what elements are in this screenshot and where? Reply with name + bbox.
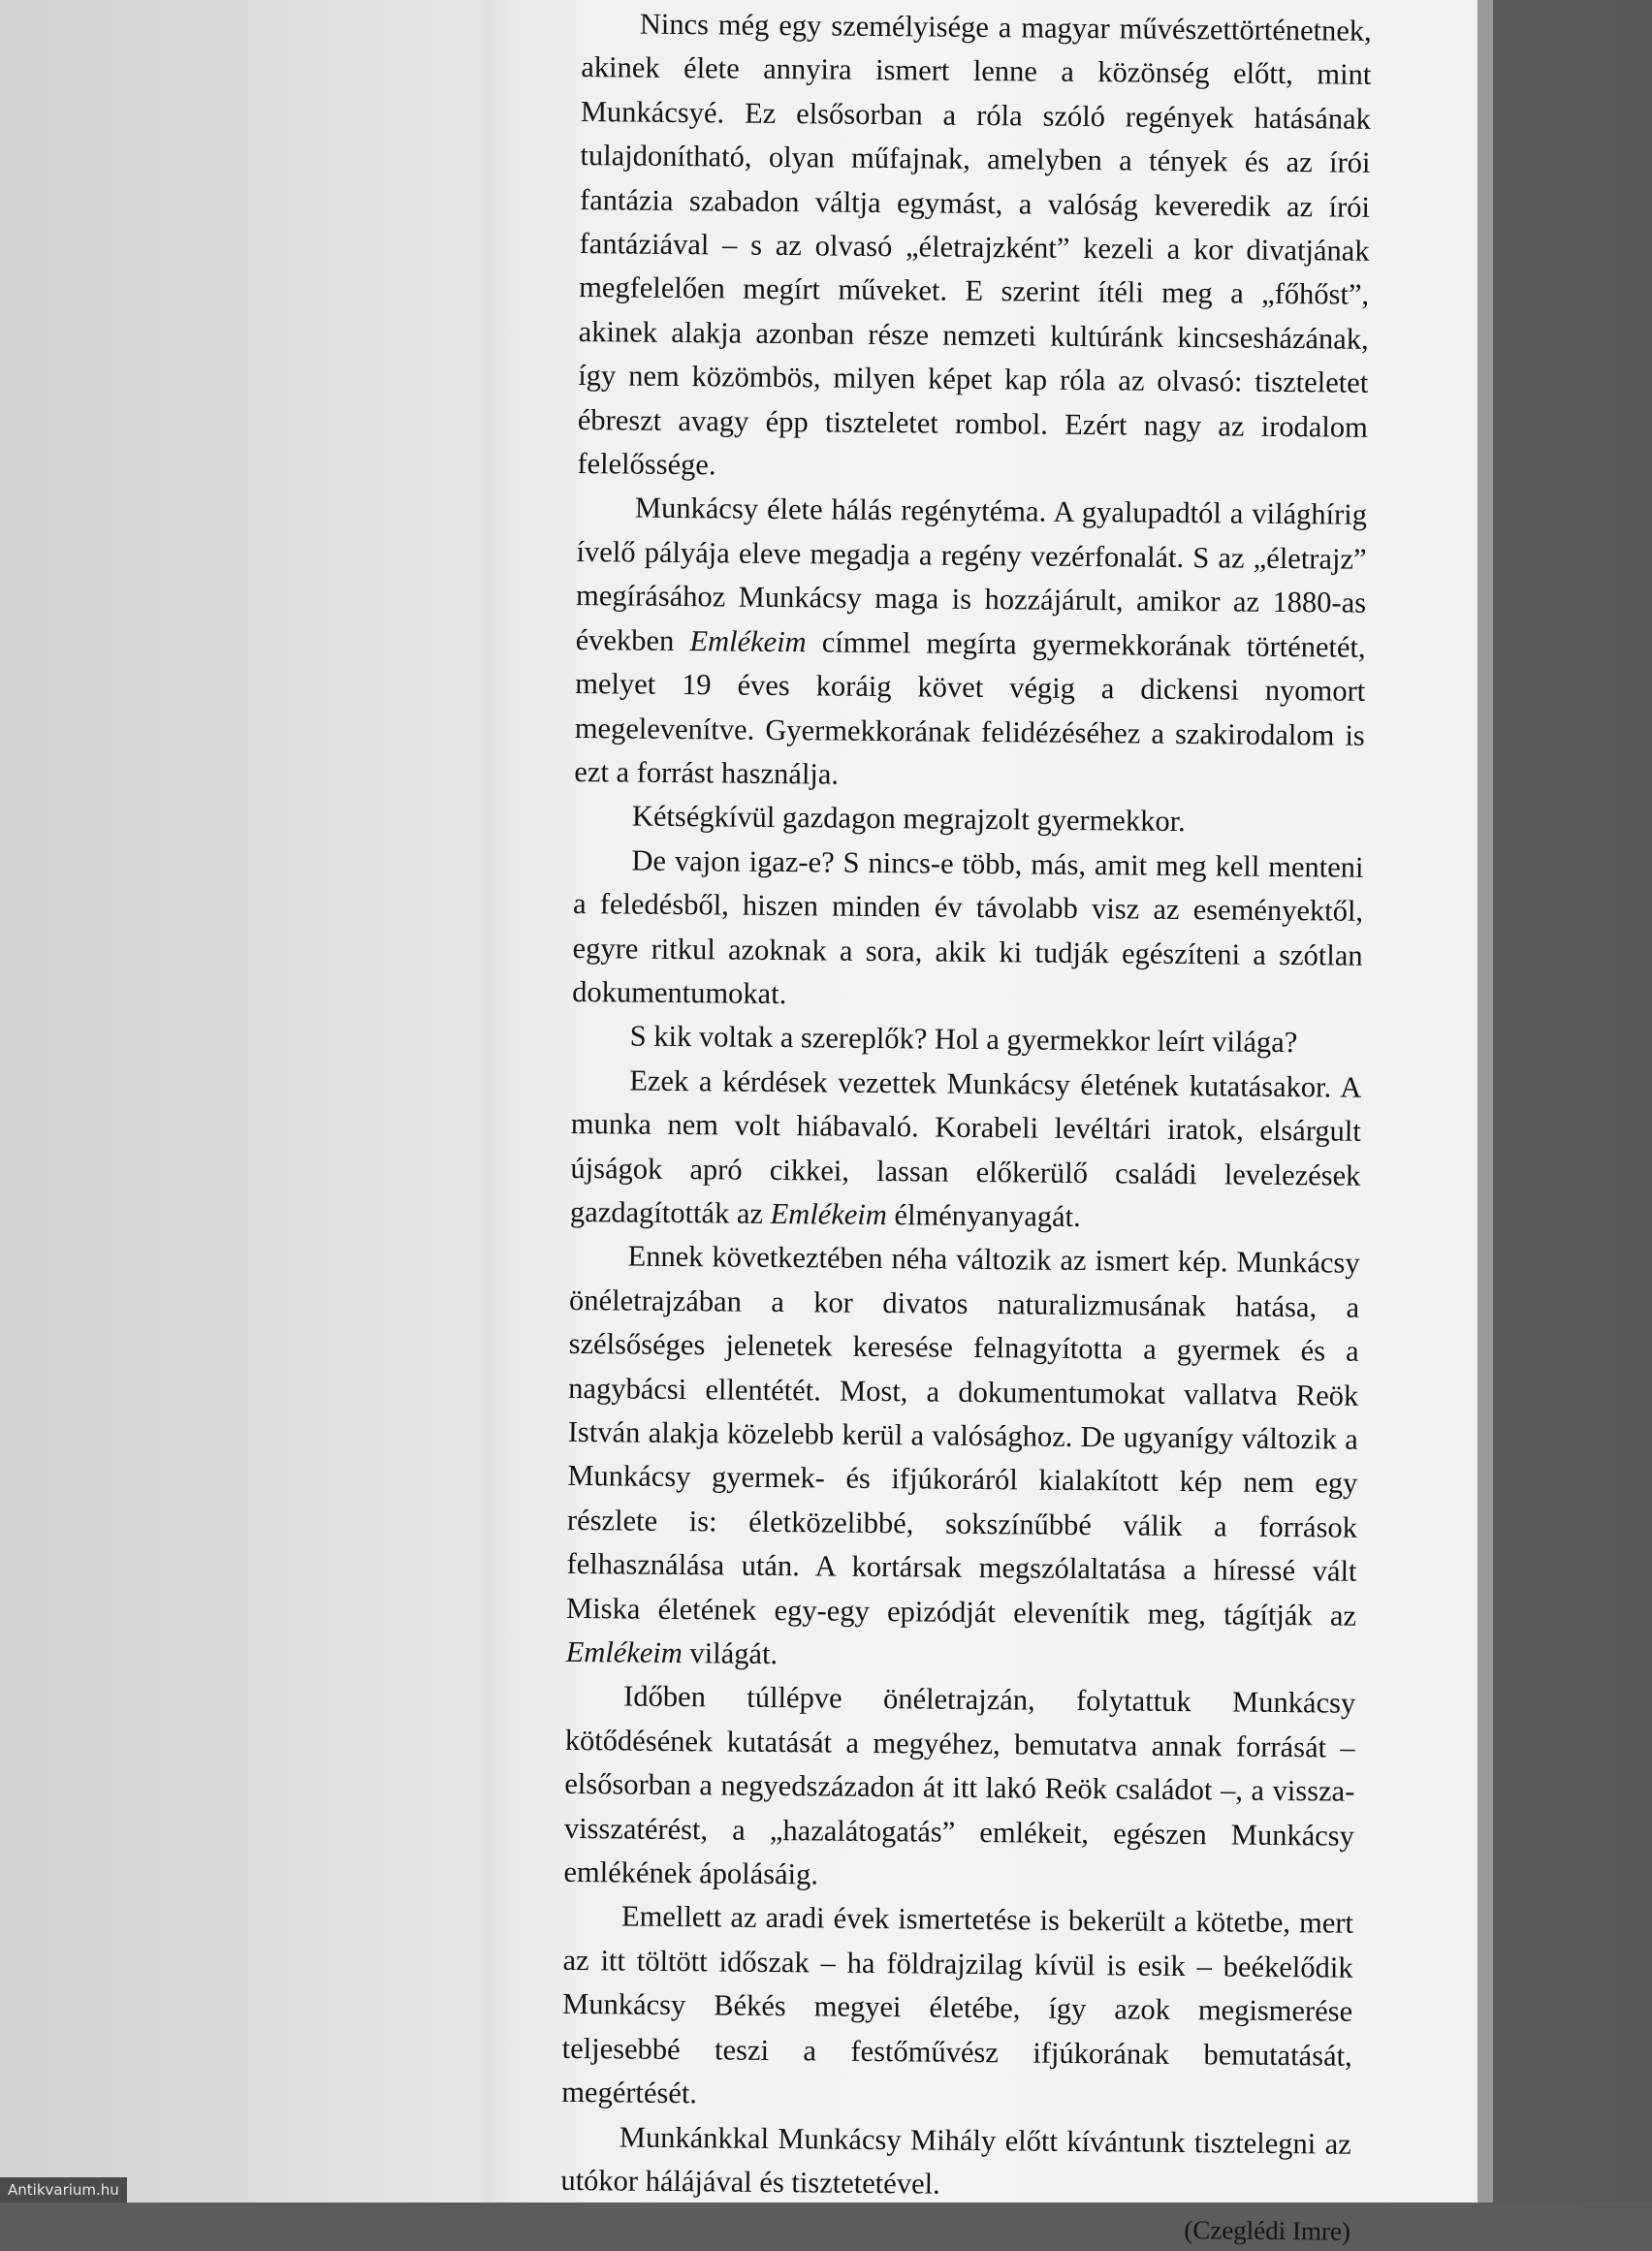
paragraph-3: Kétségkívül gazdagon megrajzolt gyermekkor.	[631, 799, 1186, 839]
paragraph-1: Nincs még egy személyisége a magyar művészettörténetnek, akinek élete annyira ismert lenne a közönség előtt, mint Munkácsyé. Ez elsősorban a róla szóló regények hatásának tulajdonítható, olyan műfajnak, amelyben a tények és az írói fantázia szabadon váltja egymást, a valóság keveredik az írói fantáziával – s az olvasó „életrajzként” kezeli a kor divatjának megfelelően megírt műveket. E szerint ítéli meg a „főhőst”, akinek alakja azonban része nemzeti kultúránk kincsesházának, így nem közömbös, milyen képet kap róla az olvasó: tiszteletet ébreszt avagy épp tiszteletet rombol. Ezért nagy az irodalom felelőssége.	[577, 7, 1372, 482]
book-title-emphasis: Emlékeim	[770, 1196, 888, 1232]
body-text	[560, 2, 1372, 2251]
author-signature: (Czeglédi Imre)	[1184, 2215, 1351, 2247]
page-fold	[473, 0, 512, 2203]
paragraph-8: Időben túllépve önéletrajzán, folytattuk Munkácsy kötődésének kutatását a megyéhez, bemutatva annak forrását – elsősorban a negyedszázadon át itt lakó Reök családot –, a vissza-visszatérést, a „hazalátogatás” emlékeit, egészen Munkácsy emlékének ápolásáig.	[563, 1679, 1356, 1891]
paragraph-5: S kik voltak a szereplők? Hol a gyermekkor leírt világa?	[629, 1019, 1298, 1060]
paragraph-7: Ennek következtében néha változik az ismert kép. Munkácsy önéletrajzában a kor divatos naturalizmusának hatása, a szélsőséges jelenetek keresése felnagyította a gyermek és a nagybácsi ellentétét. Most, a dokumentumokat vallatva Reök István alakja közelebb kerül a valósághoz. De ugyanígy változik a Munkácsy gyermek- és ifjúkoráról kialakított kép nem egy részlete is: életközelibbé, sokszínűbbé válik a források felhasználása után. A kortársak megszólaltatása a híressé vált Miska életének egy-egy epizódját elevenítik meg, tágítják az Emlékeim világát.	[565, 1239, 1360, 1671]
site-watermark: Antikvarium.hu	[0, 2177, 127, 2203]
paragraph-4: De vajon igaz-e? S nincs-e több, más, amit meg kell menteni a feledésből, hiszen minden év távolabb visz az eseményektől, egyre ritkul azoknak a sora, akik ki tudják egészíteni a szótlan dokumentumokat.	[572, 843, 1364, 1011]
book-title-emphasis: Emlékeim	[565, 1634, 683, 1670]
paragraph-6: Ezek a kérdések vezettek Munkácsy életének kutatásakor. A munka nem volt hiábavaló. Korabeli levéltári iratok, elsárgult újságok apró cikkei, lassan előkerülő családi levelezések gazdagították az Emlékeim élményanyagát.	[569, 1063, 1362, 1233]
book-title-emphasis: Emlékeim	[689, 623, 807, 658]
paragraph-9: Emellett az aradi évek ismertetése is bekerült a kötetbe, mert az itt töltött időszak – ha földrajzilag kívül is esik – beékelődik Munkácsy Békés megyei életébe, így azok megismerése teljesebbé teszi a festőművész ifjúkorának bemutatását, megértését.	[561, 1899, 1354, 2110]
paragraph-10: Munkánkkal Munkácsy Mihály előtt kívántunk tisztelegni az utókor hálájával és tisztetetével.	[560, 2119, 1351, 2201]
paragraph-2: Munkácsy élete hálás regénytéma. A gyalupadtól a világhírig ívelő pályája eleve megadja a regény vezérfonalát. S az „életrajz” megírásához Munkácsy maga is hozzájárult, amikor az 1880-as években Emlékeim címmel megírta gyermekkorának történetét, melyet 19 éves koráig követ végig a dickensi nyomort megelevenítve. Gyermekkorának felidézéséhez a szakirodalom is ezt a forrást használja.	[574, 491, 1368, 791]
